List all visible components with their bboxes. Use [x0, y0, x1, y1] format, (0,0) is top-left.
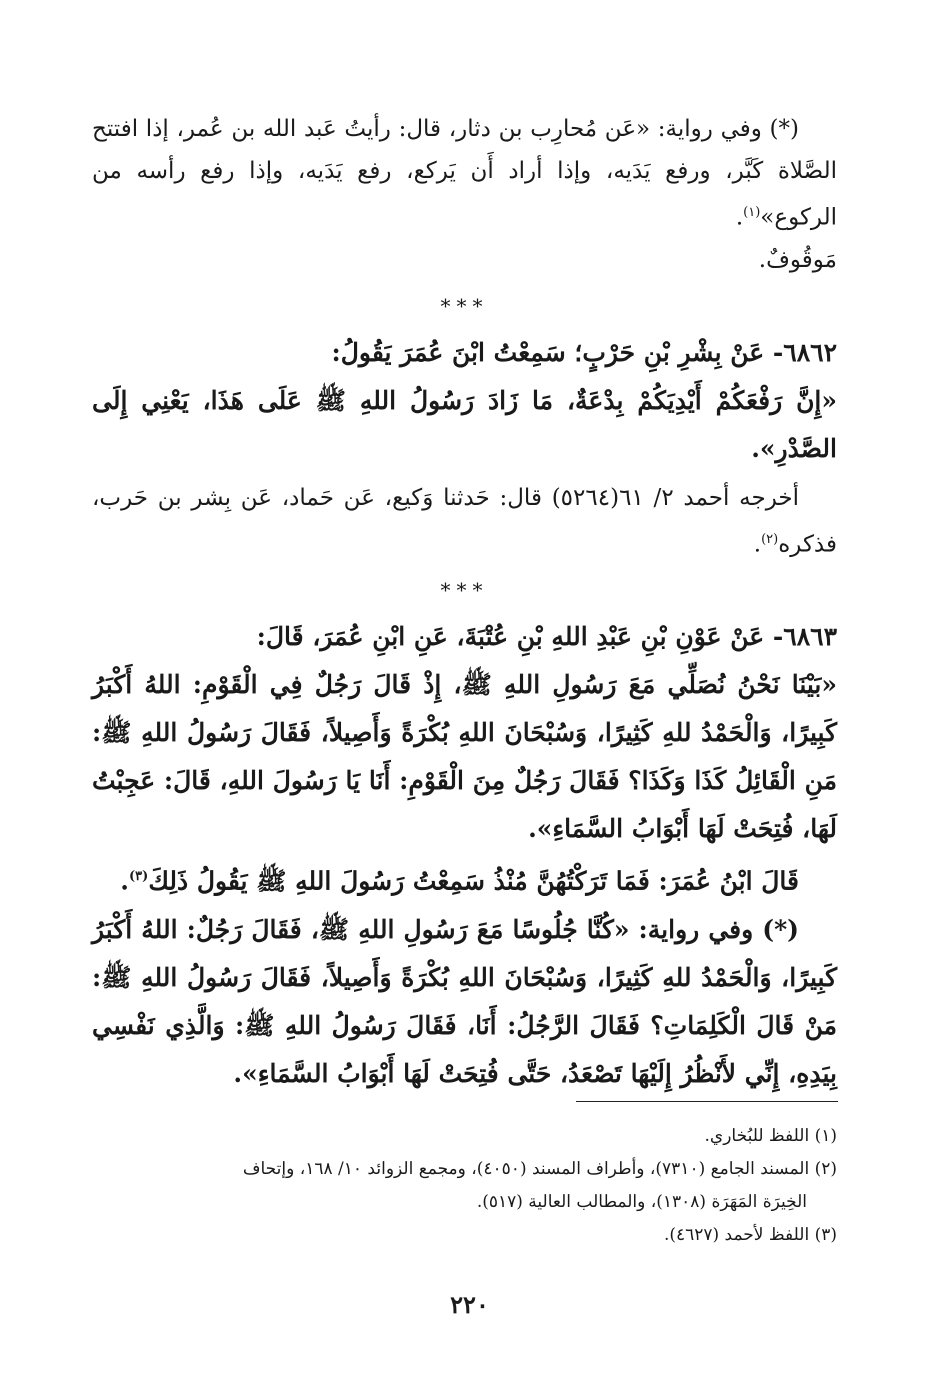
footnote-divider — [576, 1101, 838, 1102]
section-separator: *** — [440, 578, 489, 603]
footnote-2: (٢) المسند الجامع (٧٣١٠)، وأطراف المسند (٤٠٥٠)، ومجمع الزوائد ١٠/ ١٦٨، وإتحاف — [242, 1159, 837, 1179]
hadith-6862-text: «إِنَّ رَفْعَكُمْ أَيْدِيَكُمْ بِدْعَةٌ، مَا زَادَ رَسُولُ اللهِ ﷺ عَلَى هَذَا، يَعْنِي إِلَى الصَّدْرِ». — [92, 385, 837, 463]
page-number: ٢٢٠ — [450, 1290, 489, 1319]
hadith-6863-ibn-umar: قَالَ ابْنُ عُمَرَ: فَمَا تَرَكْتُهُنَّ مُنْذُ سَمِعْتُ رَسُولَ اللهِ ﷺ يَقُولُ ذَلِكَ$^{(٣)}$. — [120, 866, 799, 896]
hadith-6863-heading: ٦٨٦٣- عَنْ عَوْنِ بْنِ عَبْدِ اللهِ بْنِ عُتْبَةَ، عَنِ ابْنِ عُمَرَ، قَالَ: — [256, 622, 837, 652]
hadith-6863-text: «بَيْنَا نَحْنُ نُصَلِّي مَعَ رَسُولِ اللهِ ﷺ، إِذْ قَالَ رَجُلٌ فِي الْقَوْمِ: اللهُ أَكْبَرُ كَبِيرًا، وَالْحَمْدُ للهِ كَثِيرًا، وَسُبْحَانَ اللهِ بُكْرَةً وَأَصِيلاً، فَقَالَ رَسُولُ اللهِ ﷺ: مَنِ الْقَائِلُ كَذَا وَكَذَا؟ فَقَالَ رَجُلٌ مِنَ الْقَوْمِ: أَنَا يَا رَسُولَ اللهِ، قَالَ: عَجِبْتُ لَهَا، فُتِحَتْ لَهَا أَبْوَابُ السَّمَاءِ». — [92, 670, 837, 844]
section-separator: *** — [440, 293, 489, 318]
footnote-ref-2: (٢) — [761, 531, 779, 547]
hadith-6862-takhrij: أخرجه أحمد ٢/ ٦١(٥٢٦٤) قال: حَدثنا وَكيع، عَن حَماد، عَن بِشر بن حَرب، فذكره$^{(٢)}$. — [92, 484, 837, 558]
hadith-6863-riwaya: (*) وفي رواية: «كُنَّا جُلُوسًا مَعَ رَسُولِ اللهِ ﷺ، فَقَالَ رَجُلٌ: اللهُ أَكْبَرُ كَبِيرًا، وَالْحَمْدُ للهِ كَثِيرًا، وَسُبْحَانَ اللهِ بُكْرَةً وَأَصِيلاً، فَقَالَ رَسُولُ اللهِ ﷺ: مَنْ قَالَ الْكَلِمَاتِ؟ فَقَالَ الرَّجُلُ: أَنَا، فَقَالَ رَسُولُ اللهِ ﷺ: وَالَّذِي نَفْسِي بِيَدِهِ، إِنِّي لأَنْظُرُ إِلَيْهَا تَصْعَدُ، حَتَّى فُتِحَتْ لَهَا أَبْوَابُ السَّمَاءِ». — [92, 914, 837, 1088]
footnote-2-continued: الخِيرَة المَهَرَة (١٣٠٨)، والمطالب العالية (٥١٧). — [476, 1192, 807, 1212]
footnote-ref-3: (٣) — [129, 869, 149, 885]
mawquf-label: مَوقُوفٌ. — [758, 246, 837, 273]
page-body — [92, 108, 837, 1098]
footnote-ref-1: (١) — [743, 205, 761, 220]
hadith-6862-heading: ٦٨٦٢- عَنْ بِشْرِ بْنِ حَرْبٍ؛ سَمِعْتُ ابْنَ عُمَرَ يَقُولُ: — [331, 337, 837, 367]
footnote-1: (١) اللفظ للبُخاري. — [704, 1126, 837, 1146]
footnote-3: (٣) اللفظ لأحمد (٤٦٢٧). — [663, 1225, 837, 1245]
riwaya-paragraph-1: (*) وفي رواية: «عَن مُحارِب بن دثار، قال: رأيتُ عَبد الله بن عُمر، إذا افتتح الصَّلاة كَبَّر، ورفع يَدَيه، وإذا أراد أَن يَركع، رفع يَدَيه، وإذا رفع رأسه من الركوع»$^{(١)}$. — [92, 116, 837, 231]
footnotes — [92, 1120, 837, 1252]
